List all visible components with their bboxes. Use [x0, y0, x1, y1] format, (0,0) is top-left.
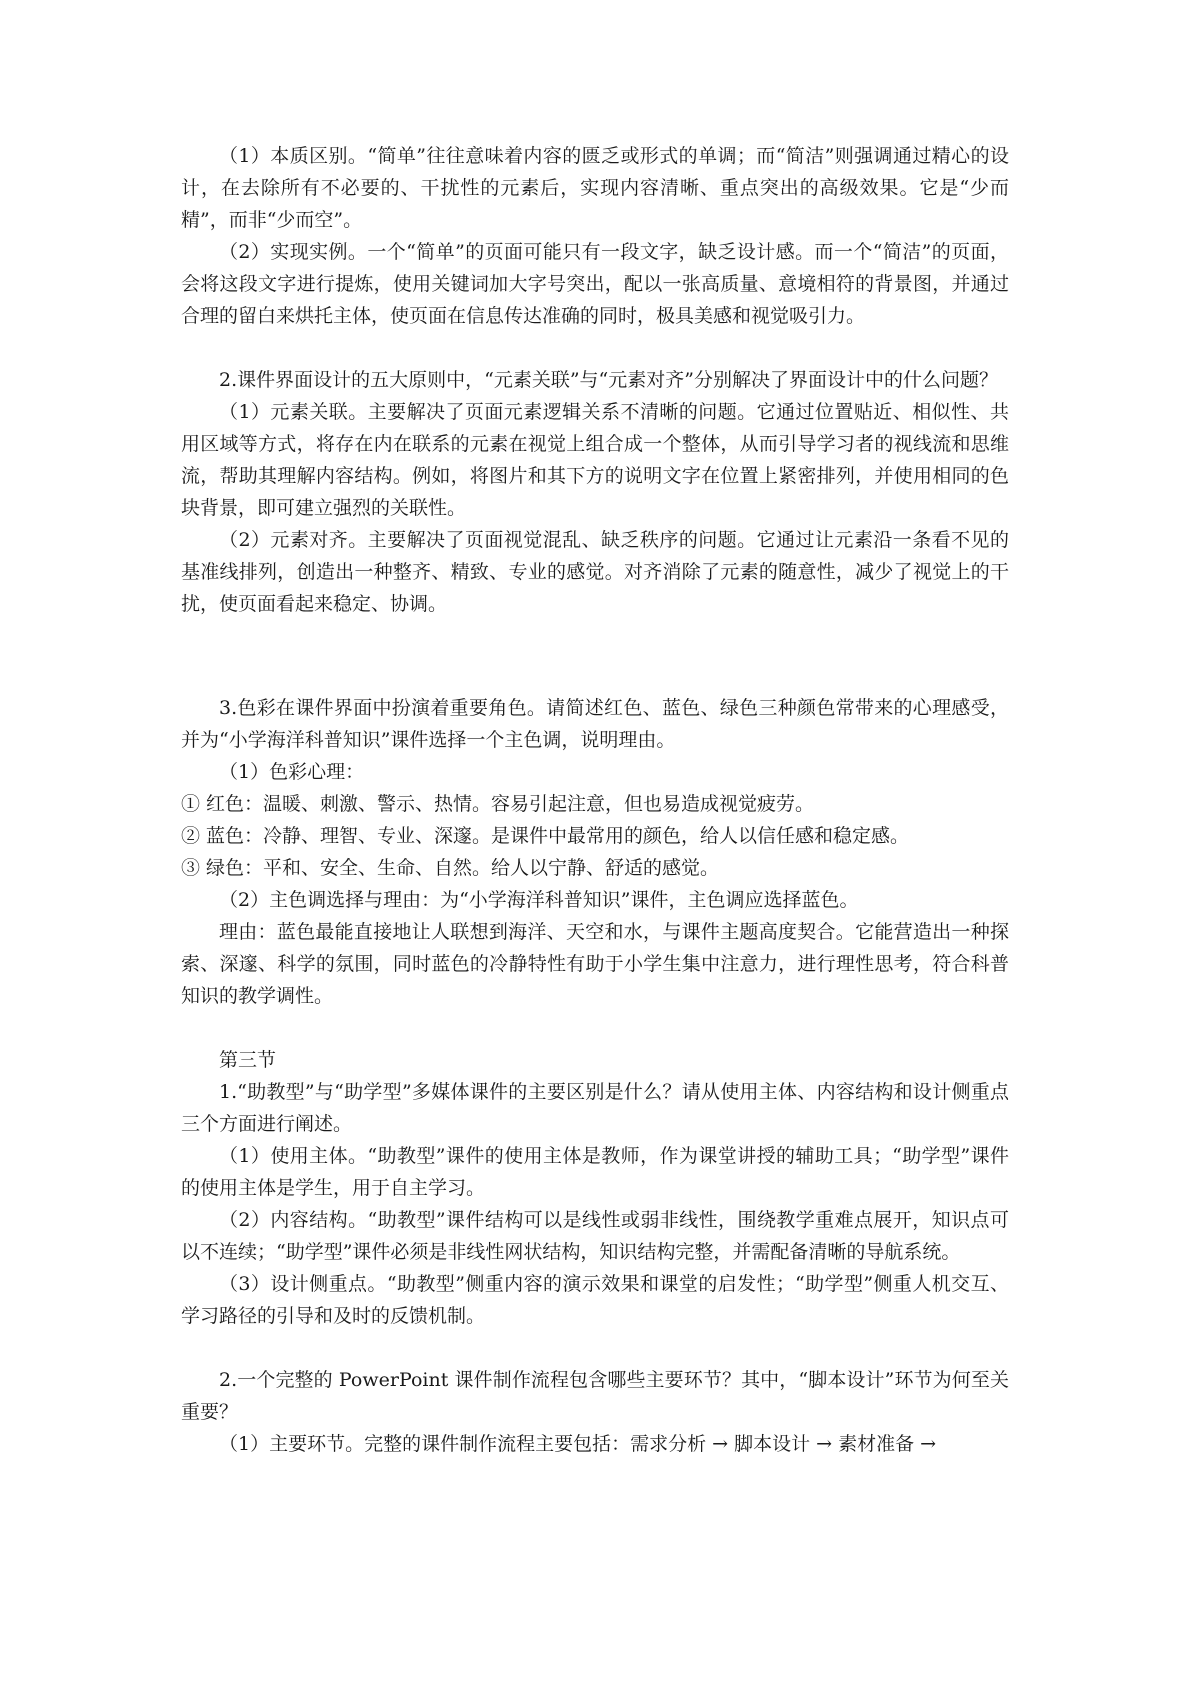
- answer-element-alignment: （2）元素对齐。主要解决了页面视觉混乱、缺乏秩序的问题。它通过让元素沿一条看不见的基准线排列，创造出一种整齐、精致、专业的感觉。对齐消除了元素的随意性，减少了视觉上的干扰，使页面看起来稳定、协调。: [181, 529, 1009, 615]
- spacer: [181, 620, 1009, 692]
- paragraph-implementation-example: （2）实现实例。一个“简单”的页面可能只有一段文字，缺乏设计感。而一个“简洁”的页面，会将这段文字进行提炼，使用关键词加大字号突出，配以一张高质量、意境相符的背景图，并通过合理的留白来烘托主体，使页面在信息传达准确的同时，极具美感和视觉吸引力。: [181, 241, 1009, 327]
- answer-element-association: （1）元素关联。主要解决了页面元素逻辑关系不清晰的问题。它通过位置贴近、相似性、共用区域等方式，将存在内在联系的元素在视觉上组合成一个整体，从而引导学习者的视线流和思维流，帮助其理解内容结构。例如，将图片和其下方的说明文字在位置上紧密排列，并使用相同的色块背景，即可建立强烈的关联性。: [181, 401, 1009, 519]
- section-heading: 第三节: [219, 1049, 277, 1071]
- answer-user-subject: （1）使用主体。“助教型”课件的使用主体是教师，作为课堂讲授的辅助工具；“助学型”课件的使用主体是学生，用于自主学习。: [181, 1145, 1009, 1199]
- spacer: [181, 332, 1009, 364]
- list-item-blue: ② 蓝色：冷静、理智、专业、深邃。是课件中最常用的颜色，给人以信任感和稳定感。: [181, 825, 910, 847]
- question-2-heading: 2.课件界面设计的五大原则中，“元素关联”与“元素对齐”分别解决了界面设计中的什么问题？: [219, 369, 998, 391]
- answer-content-structure: （2）内容结构。“助教型”课件结构可以是线性或弱非线性，围绕教学重难点展开，知识点可以不连续；“助学型”课件必须是非线性网状结构，知识结构完整，并需配备清晰的导航系统。: [181, 1209, 1009, 1263]
- question-3-heading: 3.色彩在课件界面中扮演着重要角色。请简述红色、蓝色、绿色三种颜色常带来的心理感受，并为“小学海洋科普知识”课件选择一个主色调，说明理由。: [181, 697, 1009, 751]
- answer-main-tone-choice: （2）主色调选择与理由：为“小学海洋科普知识”课件，主色调应选择蓝色。: [219, 889, 859, 911]
- list-item-red: ① 红色：温暖、刺激、警示、热情。容易引起注意，但也易造成视觉疲劳。: [181, 793, 815, 815]
- section3-question-1: 1.“助教型”与“助学型”多媒体课件的主要区别是什么？请从使用主体、内容结构和设计侧重点三个方面进行阐述。: [181, 1081, 1009, 1135]
- spacer: [181, 1012, 1009, 1044]
- section3-question-2: 2.一个完整的 PowerPoint 课件制作流程包含哪些主要环节？其中，“脚本设计”环节为何至关重要？: [181, 1369, 1009, 1423]
- answer-design-focus: （3）设计侧重点。“助教型”侧重内容的演示效果和课堂的启发性；“助学型”侧重人机交互、学习路径的引导和及时的反馈机制。: [181, 1273, 1009, 1327]
- document-body: [181, 140, 1009, 1460]
- answer-color-psychology-label: （1）色彩心理：: [219, 761, 365, 783]
- paragraph-essential-difference: （1）本质区别。“简单”往往意味着内容的匮乏或形式的单调；而“简洁”则强调通过精心的设计，在去除所有不必要的、干扰性的元素后，实现内容清晰、重点突出的高级效果。它是“少而精”，而非“少而空”。: [181, 145, 1009, 231]
- list-item-green: ③ 绿色：平和、安全、生命、自然。给人以宁静、舒适的感觉。: [181, 857, 720, 879]
- answer-main-tone-reason: 理由：蓝色最能直接地让人联想到海洋、天空和水，与课件主题高度契合。它能营造出一种探索、深邃、科学的氛围，同时蓝色的冷静特性有助于小学生集中注意力，进行理性思考，符合科普知识的教学调性。: [181, 921, 1009, 1007]
- spacer: [181, 1332, 1009, 1364]
- answer-main-steps: （1）主要环节。完整的课件制作流程主要包括：需求分析 → 脚本设计 → 素材准备 →: [219, 1433, 937, 1455]
